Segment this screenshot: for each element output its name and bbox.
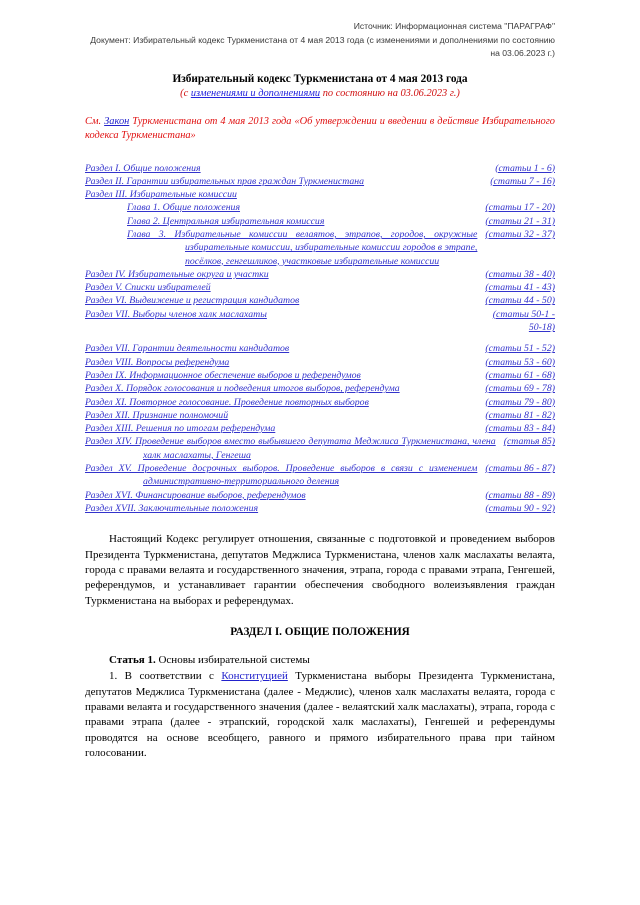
subtitle-prefix: (с — [180, 87, 191, 99]
see-rest: Туркменистана от 4 мая 2013 года «Об утверждении и введении в действие Избирательного кодекса Туркменистана» — [85, 115, 555, 141]
source-document-line: Документ: Избирательный кодекс Туркменистана от 4 мая 2013 года (с изменениями и дополнениями по состоянию на 03.06.2023 г.) — [90, 34, 555, 58]
toc-entry-title[interactable]: Раздел IX. Информационное обеспечение выборов и референдумов — [85, 369, 361, 381]
article-heading — [85, 654, 555, 666]
toc-entry-articles[interactable]: (статьи 21 - 31) — [485, 215, 555, 227]
subtitle-suffix: по состоянию на 03.06.2023 г.) — [320, 87, 460, 99]
toc-entry-articles[interactable]: (статьи 86 - 87) — [485, 463, 555, 475]
toc-entry-articles[interactable]: (статьи 83 - 84) — [485, 423, 555, 435]
toc-entry[interactable] — [85, 294, 555, 307]
toc-entry-articles[interactable]: (статьи 41 - 43) — [485, 282, 555, 294]
toc-entry-title[interactable]: Раздел IV. Избирательные округа и участки — [85, 268, 269, 280]
toc-entry-title[interactable]: Глава 2. Центральная избирательная комиссия — [127, 215, 325, 227]
toc-entry[interactable] — [85, 382, 555, 395]
toc-entry[interactable] — [85, 396, 555, 409]
toc-entry-title[interactable]: Раздел XII. Признание полномочий — [85, 409, 229, 421]
toc-entry-title[interactable]: Раздел V. Списки избирателей — [85, 282, 211, 294]
document-source-header — [85, 20, 555, 61]
article-paragraph — [85, 669, 555, 761]
toc-entry[interactable] — [85, 342, 555, 355]
toc-entry-articles[interactable]: (статьи 50-1 - 50-18) — [492, 308, 555, 334]
toc-entry-title[interactable]: Раздел XV. Проведение досрочных выборов. Проведение выборов в связи с изменением административно-территориального деления — [85, 463, 478, 488]
document-subtitle — [85, 87, 555, 100]
table-of-contents — [85, 162, 555, 516]
law-link[interactable]: Закон — [104, 115, 130, 127]
toc-entry-articles[interactable]: (статьи 79 - 80) — [485, 396, 555, 408]
toc-entry-title[interactable]: Глава 1. Общие положения — [127, 202, 241, 214]
toc-entry-title[interactable]: Раздел XIII. Решения по итогам референдума — [85, 423, 276, 435]
toc-entry-articles[interactable]: (статьи 17 - 20) — [485, 202, 555, 214]
article-para-prefix: 1. В соответствии с — [109, 670, 222, 683]
toc-entry-title[interactable]: Глава 3. Избирательные комиссии велаятов, этрапов, городов, окружные избирательные комиссии, избирательные комиссии городов в этрапе, посёлков, генгешликов, участковые избирательные комиссии — [127, 228, 478, 267]
toc-entry-title[interactable]: Раздел I. Общие положения — [85, 162, 201, 174]
toc-entry[interactable] — [85, 188, 555, 201]
preamble-paragraph: Настоящий Кодекс регулирует отношения, связанные с подготовкой и проведением выборов Президента Туркменистана, депутатов Меджлиса Туркменистана, членов халк маслахаты велаята, города с правами велаята и государственного значения, этрапа, города с правами этрапа, Генгешей, референдумов, и устанавливает гарантии обеспечения свободного волеизъявления граждан Туркменистана на выборах и референдумах. — [85, 533, 555, 607]
toc-entry[interactable] — [85, 435, 555, 462]
toc-entry-title[interactable]: Раздел XI. Повторное голосование. Проведение повторных выборов — [85, 396, 369, 408]
toc-entry-title[interactable]: Раздел II. Гарантии избирательных прав граждан Туркменистана — [85, 175, 365, 187]
article-para-rest: Туркменистана выборы Президента Туркменистана, депутатов Меджлиса Туркменистана (далее - Меджлис), членов халк маслахаты велаята, города с правами велаята и государственного значения (далее - велаятский халк маслахаты), этрапа, города с правами этрапа (далее - этрапский, городской халк маслахаты), Генгешей и референдумы проводятся на основе всеобщего, равного и прямого избирательного права при тайном голосовании. — [85, 670, 556, 760]
toc-entry-articles[interactable]: (статьи 44 - 50) — [485, 295, 555, 307]
source-system-line: Источник: Информационная система "ПАРАГРАФ" — [353, 21, 555, 31]
toc-entry-articles[interactable]: (статьи 81 - 82) — [485, 409, 555, 421]
section-heading: РАЗДЕЛ I. ОБЩИЕ ПОЛОЖЕНИЯ — [230, 626, 410, 639]
toc-entry[interactable] — [85, 175, 555, 188]
toc-entry-title[interactable]: Раздел VII. Гарантии деятельности кандидатов — [85, 343, 290, 355]
see-also-note — [85, 115, 555, 144]
toc-entry[interactable] — [85, 281, 555, 294]
toc-entry-title[interactable]: Раздел VII. Выборы членов халк маслахаты — [85, 308, 267, 320]
toc-entry[interactable] — [85, 356, 555, 369]
page-title: Избирательный кодекс Туркменистана от 4 мая 2013 года — [172, 72, 468, 85]
toc-entry[interactable] — [85, 489, 555, 502]
toc-entry[interactable] — [85, 308, 555, 335]
toc-entry[interactable] — [85, 369, 555, 382]
toc-entry-title[interactable]: Раздел VI. Выдвижение и регистрация кандидатов — [85, 295, 300, 307]
constitution-link[interactable]: Конституцией — [221, 670, 288, 683]
toc-entry[interactable] — [85, 502, 555, 515]
see-prefix: См. — [85, 115, 105, 127]
toc-entry-articles[interactable]: (статьи 38 - 40) — [485, 268, 555, 280]
toc-spacer — [85, 334, 555, 342]
toc-entry-articles[interactable]: (статьи 88 - 89) — [485, 489, 555, 501]
toc-entry[interactable] — [85, 409, 555, 422]
article-title: Основы избирательной системы — [155, 654, 310, 667]
toc-entry-articles[interactable]: (статьи 51 - 52) — [485, 343, 555, 355]
toc-entry-articles[interactable]: (статьи 69 - 78) — [485, 383, 555, 395]
toc-entry-title[interactable]: Раздел XVII. Заключительные положения — [85, 502, 259, 514]
toc-entry-title[interactable]: Раздел XVI. Финансирование выборов, референдумов — [85, 489, 306, 501]
toc-entry[interactable] — [85, 462, 555, 489]
toc-entry[interactable] — [85, 422, 555, 435]
toc-entry[interactable] — [85, 268, 555, 281]
toc-entry-articles[interactable]: (статьи 32 - 37) — [485, 228, 555, 240]
toc-entry[interactable] — [85, 162, 555, 175]
toc-entry[interactable] — [85, 215, 555, 228]
toc-entry-articles[interactable]: (статьи 61 - 68) — [485, 369, 555, 381]
toc-entry-title[interactable]: Раздел III. Избирательные комиссии — [85, 189, 237, 201]
article-number: Статья 1. — [109, 654, 156, 667]
toc-entry-title[interactable]: Раздел VIII. Вопросы референдума — [85, 356, 230, 368]
toc-entry[interactable] — [85, 201, 555, 214]
toc-entry-articles[interactable]: (статьи 90 - 92) — [485, 502, 555, 514]
toc-entry-articles[interactable]: (статьи 53 - 60) — [485, 356, 555, 368]
toc-entry-articles[interactable]: (статьи 7 - 16) — [490, 175, 555, 187]
toc-entry-title[interactable]: Раздел X. Порядок голосования и подведения итогов выборов, референдума — [85, 383, 400, 395]
toc-entry-articles[interactable]: (статья 85) — [503, 436, 555, 448]
toc-entry-title[interactable]: Раздел XIV. Проведение выборов вместо выбывшего депутата Меджлиса Туркменистана, члена халк маслахаты, Генгеша — [85, 436, 496, 461]
amendments-link[interactable]: изменениями и дополнениями — [190, 87, 321, 99]
toc-entry-articles[interactable]: (статьи 1 - 6) — [495, 162, 555, 174]
toc-entry[interactable] — [85, 228, 555, 268]
